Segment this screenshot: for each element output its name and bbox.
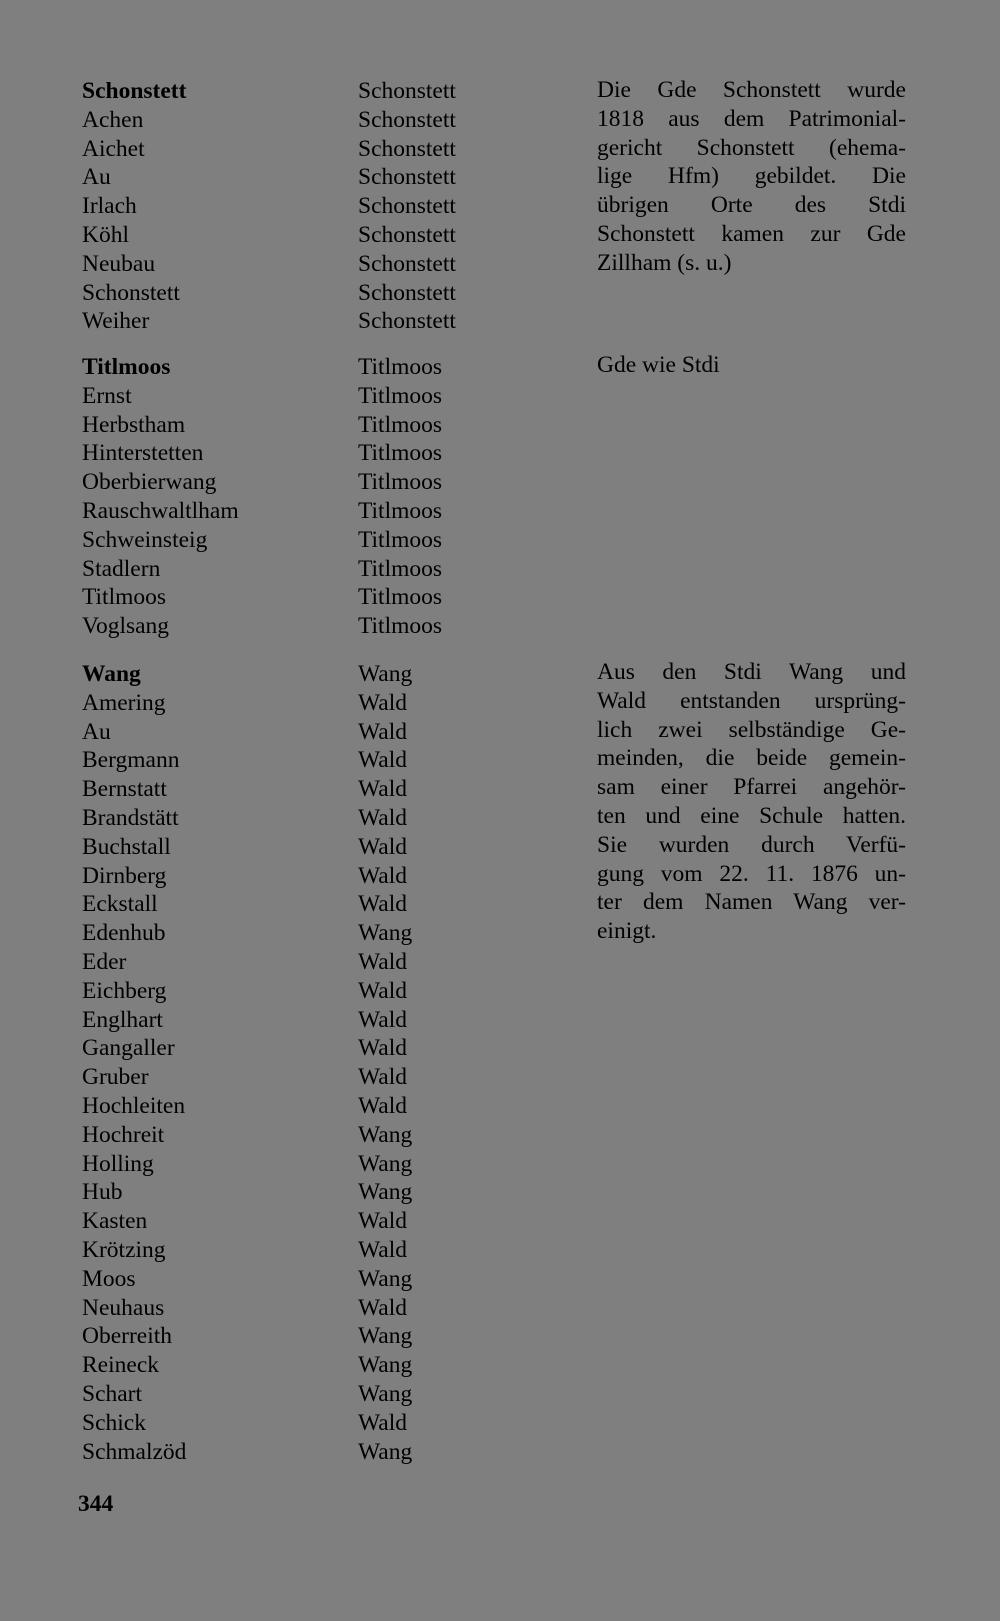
place-name: Eckstall	[82, 891, 158, 918]
district-name: Wald	[358, 1092, 408, 1119]
place-name: Ernst	[82, 382, 132, 409]
district-name: Wang	[358, 661, 413, 687]
place-name: Moos	[82, 1265, 136, 1292]
district-name: Wald	[358, 689, 408, 716]
section-note	[597, 658, 906, 946]
place-name: Buchstall	[82, 833, 171, 860]
place-name: Krötzing	[82, 1236, 166, 1263]
table-row	[0, 612, 1000, 641]
place-name: Stadlern	[82, 555, 161, 582]
note-line: Gde wie Stdi	[597, 352, 720, 378]
district-name: Schonstett	[358, 106, 456, 133]
district-name: Schonstett	[358, 221, 456, 248]
place-name: Brandstätt	[82, 804, 179, 831]
district-name: Schonstett	[358, 279, 456, 306]
note-line: übrigen Orte des Stdi	[597, 192, 906, 219]
table-row	[0, 497, 1000, 526]
place-name: Gruber	[82, 1064, 149, 1091]
place-name: Schonstett	[82, 279, 180, 306]
table-row	[0, 1006, 1000, 1035]
district-name: Wang	[358, 920, 413, 947]
district-name: Titlmoos	[358, 354, 443, 380]
section-note	[597, 351, 906, 380]
table-row	[0, 948, 1000, 977]
district-name: Wald	[358, 948, 408, 975]
table-row	[0, 1063, 1000, 1092]
table-row	[0, 1034, 1000, 1063]
note-line: Die Gde Schonstett wurde	[597, 77, 906, 103]
district-name: Wang	[358, 1121, 413, 1148]
table-row	[0, 1207, 1000, 1236]
district-name: Wald	[358, 1409, 408, 1436]
place-name: Oberbierwang	[82, 469, 217, 496]
district-name: Titlmoos	[358, 440, 443, 467]
table-row	[0, 1265, 1000, 1294]
note-line: Zillham (s. u.)	[597, 249, 732, 276]
place-name: Neubau	[82, 250, 156, 277]
district-name: Wald	[358, 718, 408, 745]
table-row	[0, 1380, 1000, 1409]
table-row	[0, 1409, 1000, 1438]
note-line: sam einer Pfarrei angehör-	[597, 774, 906, 801]
district-name: Wald	[358, 1064, 408, 1091]
place-name: Bernstatt	[82, 776, 167, 803]
table-row	[0, 1294, 1000, 1323]
place-name: Dirnberg	[82, 862, 167, 889]
district-name: Schonstett	[358, 308, 456, 335]
place-name: Wang	[82, 661, 141, 687]
district-name: Titlmoos	[358, 469, 443, 496]
place-name: Hinterstetten	[82, 440, 204, 467]
district-name: Schonstett	[358, 78, 456, 104]
place-name: Au	[82, 718, 111, 745]
table-row	[0, 1121, 1000, 1150]
table-row	[0, 555, 1000, 584]
table-row	[0, 1322, 1000, 1351]
place-name: Schmalzöd	[82, 1438, 187, 1465]
place-name: Hub	[82, 1179, 123, 1206]
note-line: Wald entstanden ursprüng-	[597, 687, 906, 714]
table-row	[0, 1236, 1000, 1265]
note-line: einigt.	[597, 918, 657, 945]
place-name: Köhl	[82, 221, 129, 248]
place-name: Achen	[82, 106, 144, 133]
note-line: lich zwei selbständige Ge-	[597, 716, 906, 743]
district-name: Wald	[358, 862, 408, 889]
place-name: Reineck	[82, 1352, 159, 1379]
table-row	[0, 583, 1000, 612]
table-row	[0, 382, 1000, 411]
place-name: Weiher	[82, 308, 150, 335]
place-name: Edenhub	[82, 920, 166, 947]
district-name: Titlmoos	[358, 613, 443, 640]
place-name: Aichet	[82, 135, 145, 162]
district-name: Wald	[358, 1035, 408, 1062]
table-row	[0, 1178, 1000, 1207]
place-name: Schart	[82, 1380, 143, 1407]
table-row	[0, 1092, 1000, 1121]
table-row	[0, 1150, 1000, 1179]
place-name: Herbstham	[82, 411, 186, 438]
place-list	[0, 353, 1000, 641]
district-name: Wald	[358, 1236, 408, 1263]
note-line: ter dem Namen Wang ver-	[597, 889, 906, 916]
district-name: Wald	[358, 891, 408, 918]
district-name: Titlmoos	[358, 526, 443, 553]
place-name: Eichberg	[82, 977, 167, 1004]
district-name: Wang	[358, 1380, 413, 1407]
place-name: Bergmann	[82, 747, 180, 774]
place-name: Neuhaus	[82, 1294, 165, 1321]
table-row	[0, 526, 1000, 555]
place-name: Eder	[82, 948, 127, 975]
table-row	[0, 1438, 1000, 1467]
table-row	[0, 279, 1000, 308]
district-name: Wald	[358, 977, 408, 1004]
note-line: gericht Schonstett (ehema-	[597, 134, 906, 161]
place-name: Titlmoos	[82, 584, 167, 611]
district-name: Wald	[358, 1294, 408, 1321]
place-name: Titlmoos	[82, 354, 171, 380]
district-name: Wang	[358, 1265, 413, 1292]
place-name: Amering	[82, 689, 166, 716]
note-line: Schonstett kamen zur Gde	[597, 220, 906, 247]
place-name: Hochreit	[82, 1121, 165, 1148]
district-name: Schonstett	[358, 164, 456, 191]
place-name: Irlach	[82, 193, 137, 220]
note-line: meinden, die beide gemein-	[597, 745, 906, 772]
table-row	[0, 977, 1000, 1006]
table-row	[0, 468, 1000, 497]
place-name: Gangaller	[82, 1035, 175, 1062]
note-line: Aus den Stdi Wang und	[597, 659, 906, 685]
table-row	[0, 411, 1000, 440]
district-name: Titlmoos	[358, 497, 443, 524]
district-name: Titlmoos	[358, 382, 443, 409]
district-name: Wald	[358, 776, 408, 803]
district-name: Titlmoos	[358, 411, 443, 438]
page-number: 344	[78, 1491, 114, 1517]
section-note	[597, 76, 906, 278]
place-name: Englhart	[82, 1006, 163, 1033]
district-name: Wang	[358, 1438, 413, 1465]
district-name: Wang	[358, 1352, 413, 1379]
district-name: Wang	[358, 1323, 413, 1350]
district-name: Titlmoos	[358, 584, 443, 611]
place-name: Oberreith	[82, 1323, 173, 1350]
table-row	[0, 1351, 1000, 1380]
note-line: 1818 aus dem Patrimonial-	[597, 105, 906, 132]
district-name: Wang	[358, 1150, 413, 1177]
place-name: Schonstett	[82, 78, 187, 104]
place-name: Schweinsteig	[82, 526, 208, 553]
district-name: Wald	[358, 1006, 408, 1033]
district-name: Wald	[358, 804, 408, 831]
note-line: Sie wurden durch Verfü-	[597, 831, 906, 858]
place-name: Au	[82, 164, 111, 191]
place-name: Kasten	[82, 1208, 148, 1235]
district-name: Wang	[358, 1179, 413, 1206]
place-name: Voglsang	[82, 613, 170, 640]
district-name: Wald	[358, 747, 408, 774]
place-name: Holling	[82, 1150, 154, 1177]
place-name: Schick	[82, 1409, 146, 1436]
note-line: gung vom 22. 11. 1876 un-	[597, 860, 906, 887]
district-name: Schonstett	[358, 135, 456, 162]
table-row	[0, 307, 1000, 336]
table-row	[0, 439, 1000, 468]
place-name: Hochleiten	[82, 1092, 186, 1119]
district-name: Schonstett	[358, 193, 456, 220]
note-line: lige Hfm) gebildet. Die	[597, 163, 906, 190]
note-line: ten und eine Schule hatten.	[597, 802, 906, 829]
district-name: Wald	[358, 1208, 408, 1235]
district-name: Wald	[358, 833, 408, 860]
place-name: Rauschwaltlham	[82, 497, 239, 524]
district-name: Schonstett	[358, 250, 456, 277]
district-name: Titlmoos	[358, 555, 443, 582]
